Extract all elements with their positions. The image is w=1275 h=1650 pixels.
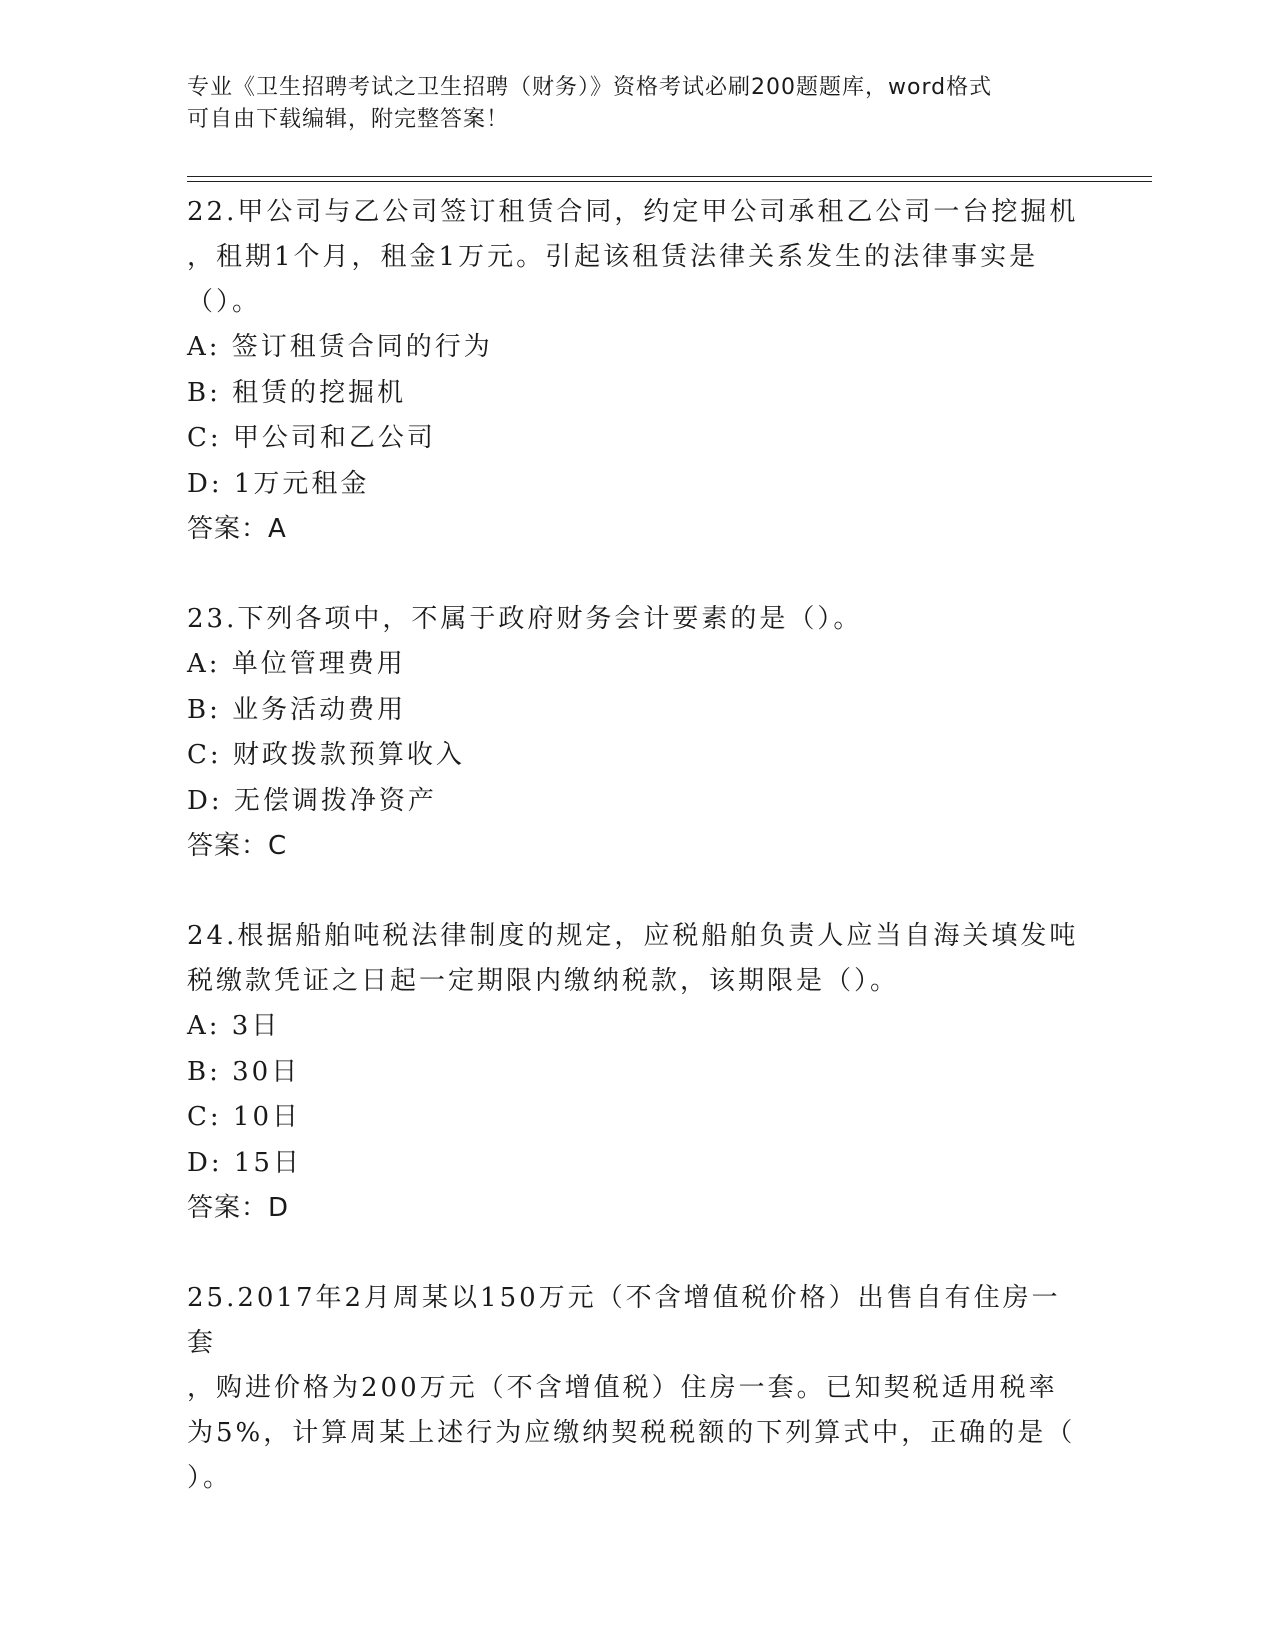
stem-line: 24.根据船舶吨税法律制度的规定，应税船舶负责人应当自海关填发吨	[187, 921, 1079, 951]
option-c: C: 财政拨款预算收入	[187, 740, 465, 770]
stem-line: ，租期1个月，租金1万元。引起该租赁法律关系发生的法律事实是	[187, 242, 1039, 272]
option-b: B: 业务活动费用	[187, 694, 407, 725]
header-rule-top	[187, 176, 1152, 177]
option-c: C: 甲公司和乙公司	[187, 423, 436, 453]
stem-line: ，购进价格为200万元（不含增值税）住房一套。已知契税适用税率	[187, 1373, 1058, 1403]
question-stem	[187, 914, 1087, 1004]
option-a: A: 单位管理费用	[187, 649, 406, 679]
question-stem	[187, 1276, 1087, 1501]
option-b: B: 租赁的挖掘机	[187, 377, 407, 408]
stem-line: （）。	[187, 287, 262, 317]
option-c: C: 10日	[187, 1102, 302, 1132]
question-25	[187, 1276, 1087, 1501]
option-a: A: 3日	[187, 1011, 281, 1041]
stem-line: ）。	[187, 1463, 233, 1493]
option-a: A: 签订租赁合同的行为	[187, 332, 493, 362]
answer: 答案：A	[187, 514, 287, 544]
header-line-2: 可自由下载编辑，附完整答案！	[187, 107, 510, 132]
option-d: D: 1万元租金	[187, 468, 370, 499]
question-23	[187, 597, 1087, 868]
option-b: B: 30日	[187, 1056, 301, 1087]
document-header	[187, 72, 1067, 136]
header-line-1: 专业《卫生招聘考试之卫生招聘（财务）》资格考试必刷200题题库，word格式	[187, 75, 993, 100]
stem-line: 25.2017年2月周某以150万元（不含增值税价格）出售自有住房一套	[187, 1283, 1061, 1358]
header-rule-bottom	[187, 181, 1152, 182]
question-stem	[187, 190, 1087, 325]
stem-line: 税缴款凭证之日起一定期限内缴纳税款，该期限是（）。	[187, 966, 900, 996]
answer: 答案：C	[187, 831, 288, 861]
question-stem	[187, 597, 1087, 642]
option-d: D: 15日	[187, 1147, 302, 1178]
stem-line: 23.下列各项中，不属于政府财务会计要素的是（）。	[187, 604, 863, 634]
question-24	[187, 914, 1087, 1230]
option-d: D: 无偿调拨净资产	[187, 785, 437, 816]
answer: 答案：D	[187, 1193, 290, 1223]
stem-line: 为5%，计算周某上述行为应缴纳契税税额的下列算式中，正确的是（	[187, 1418, 1076, 1448]
stem-line: 22.甲公司与乙公司签订租赁合同，约定甲公司承租乙公司一台挖掘机	[187, 197, 1079, 227]
question-22	[187, 190, 1087, 551]
question-list	[187, 190, 1087, 1501]
